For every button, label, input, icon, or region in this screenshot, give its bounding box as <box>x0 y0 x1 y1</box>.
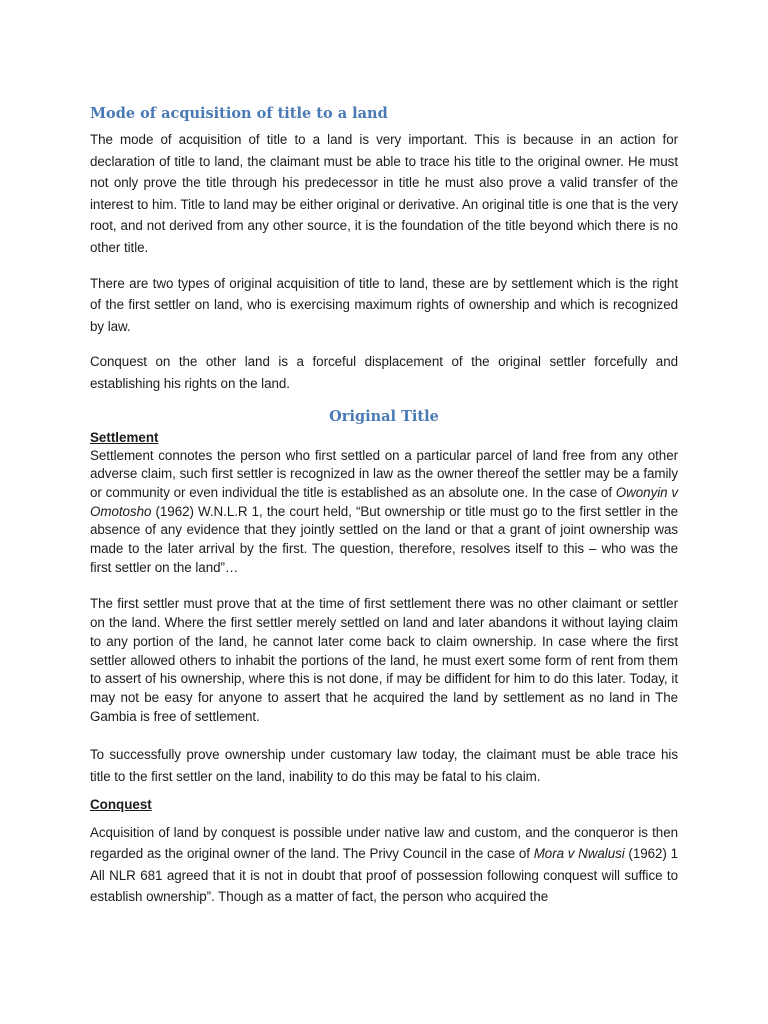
intro-paragraph-1: The mode of acquisition of title to a land is very important. This is because in an action for declaration of title to land, the claimant must be able to trace his title to the original owner. He must not only prove the title through his predecessor in title he must also prove a valid transfer of the interest to him. Title to land may be either original or derivative. An original title is one that is the very root, and not derived from any other source, it is the foundation of the title beyond which there is no other title. <box>90 132 678 255</box>
settlement-label: Settlement <box>90 429 159 445</box>
section-heading: Original Title <box>329 407 439 425</box>
conquest-p1-text-a: Acquisition of land by conquest is possible under native law and custom, and the conqueror is then regarded as the original owner of the land. The Privy Council in the case of <box>90 824 678 862</box>
settlement-paragraph-1 <box>90 447 678 578</box>
settlement-p1-text-b: (1962) W.N.L.R 1, the court held, “But ownership or title must go to the first settler in the absence of any evidence that they jointly settled on the land or that a grant of joint ownership was made to the later arrival by the first. The question, therefore, resolves itself to this – who was the first settler on the land”… <box>90 503 678 575</box>
case-name-owonyin: Owonyin v Omotosho <box>90 484 678 519</box>
conquest-section <box>90 796 678 908</box>
settlement-section <box>90 429 678 788</box>
conquest-paragraph-1 <box>90 822 678 908</box>
intro-paragraph-2: There are two types of original acquisition of title to land, these are by settlement which is the right of the first settler on land, who is exercising maximum rights of ownership and which is recognized by law. <box>90 275 678 334</box>
settlement-paragraph-3: To successfully prove ownership under customary law today, the claimant must be able trace his title to the first settler on the land, inability to do this may be fatal to his claim. <box>90 747 678 784</box>
case-name-mora: Mora v Nwalusi <box>533 846 625 862</box>
conquest-p1-text-b: (1962) 1 All NLR 681 agreed that it is not in doubt that proof of possession following conquest will suffice to establish ownership”. Though as a matter of fact, the person who acquired the <box>90 846 678 905</box>
conquest-label: Conquest <box>90 796 152 812</box>
intro-paragraph-3: Conquest on the other land is a forceful displacement of the original settler forcefully and establishing his rights on the land. <box>90 354 678 391</box>
document-heading: Mode of acquisition of title to a land <box>90 105 388 122</box>
settlement-paragraph-2: The first settler must prove that at the time of first settlement there was no other claimant or settler on the land. Where the first settler merely settled on land and later abandons it without laying claim to any portion of the land, he cannot later come back to claim ownership. In case where the first settler allowed others to inhabit the portions of the land, he must exert some form of rent from them to assert of his ownership, where this is not done, if may be diffident for him to do this later. Today, it may not be easy for anyone to assert that he acquired the land by settlement as no land in The Gambia is free of settlement. <box>90 596 678 724</box>
settlement-p1-text-a: Settlement connotes the person who first settled on a particular parcel of land free from any other adverse claim, such first settler is recognized in law as the owner thereof the settler may be a family or community or even individual the title is established as an absolute one. In the case of <box>90 447 678 500</box>
